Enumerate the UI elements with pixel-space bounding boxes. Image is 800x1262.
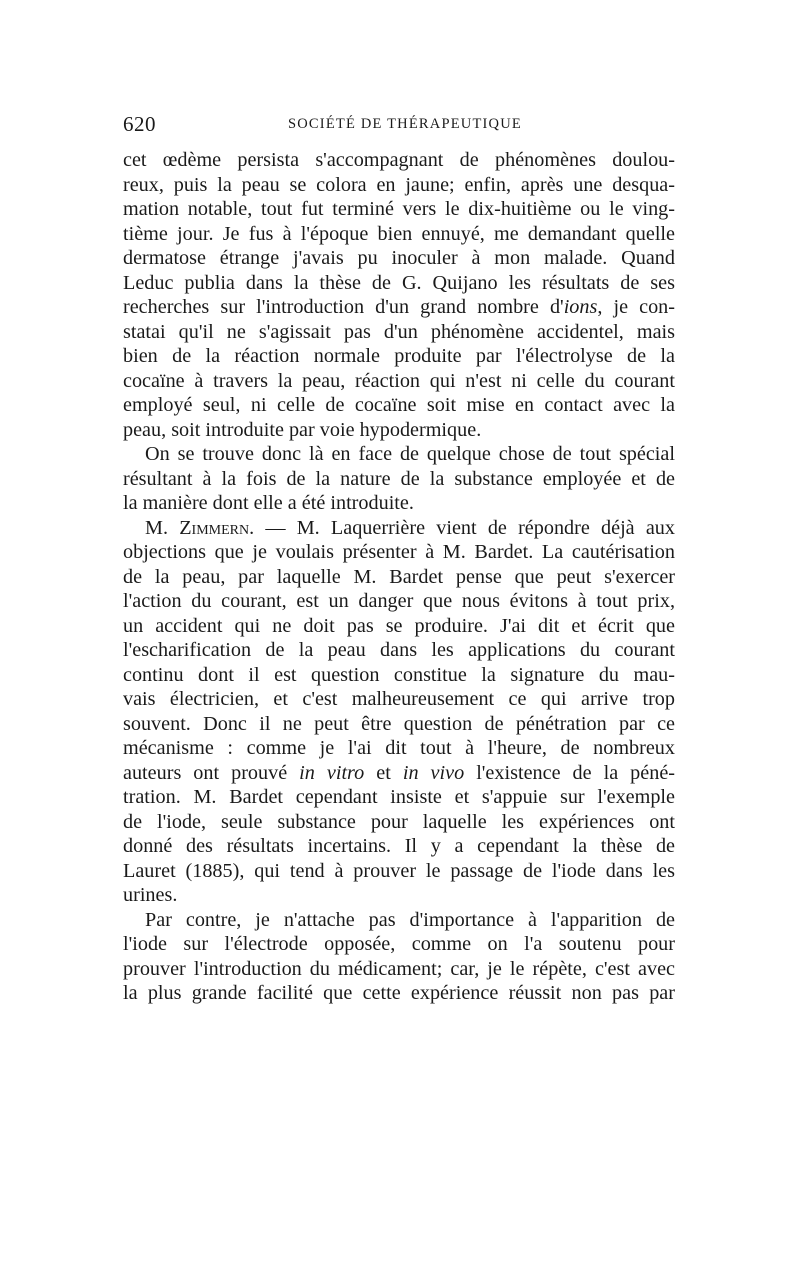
text-segment: auteurs ont prouvé: [123, 761, 300, 784]
text-line: la manière dont elle a été introduite.: [123, 492, 414, 514]
text-line: tration. M. Bardet cependant insiste et s'appuie sur l'exemple: [123, 786, 675, 808]
text-segment: et: [364, 761, 403, 784]
text-line: objections que je voulais présenter à M. Bardet. La cautérisation: [123, 541, 675, 563]
text-line: la plus grande facilité que cette expérience réussit non pas par: [123, 982, 675, 1004]
text-line: mécanisme : comme je l'ai dit tout à l'heure, de nombreux: [123, 737, 675, 759]
text-line: bien de la réaction normale produite par l'électrolyse de la: [123, 345, 675, 367]
text-line: continu dont il est question constitue la signature du mau-: [123, 663, 675, 686]
text-line: dermatose étrange j'avais pu inoculer à mon malade. Quand: [123, 247, 675, 269]
text-line: cet œdème persista s'accompagnant de phénomènes doulou-: [123, 149, 675, 171]
speaker-name: Zimmern: [179, 516, 250, 539]
text-line: Lauret (1885), qui tend à prouver le passage de l'iode dans les: [123, 859, 675, 882]
italic-phrase: in vivo: [402, 761, 465, 784]
body-text: [123, 148, 675, 1006]
text-line: On se trouve donc là en face de quelque chose de tout spécial: [145, 443, 675, 465]
italic-phrase: in vitro: [299, 761, 365, 784]
text-segment: . — M. Laquerrière vient de répondre déjà aux: [249, 516, 675, 539]
text-line: reux, puis la peau se colora en jaune; enfin, après une desqua-: [123, 173, 675, 196]
running-title: SOCIÉTÉ DE THÉRAPEUTIQUE: [288, 116, 522, 132]
text-line: de l'iode, seule substance pour laquelle les expériences ont: [123, 810, 675, 833]
text-segment: l'existence de la péné-: [464, 761, 676, 784]
text-line: [123, 295, 675, 320]
text-line: cocaïne à travers la peau, réaction qui n'est ni celle du courant: [123, 369, 675, 392]
text-line: Leduc publia dans la thèse de G. Quijano les résultats de ses: [123, 271, 675, 294]
text-line: souvent. Donc il ne peut être question de pénétration par ce: [123, 712, 675, 735]
text-line: [123, 516, 675, 541]
text-line: l'action du courant, est un danger que nous évitons à tout prix,: [123, 590, 675, 612]
text-line: urines.: [123, 884, 178, 906]
text-line: Par contre, je n'attache pas d'importance à l'apparition de: [145, 908, 675, 931]
text-segment: recherches sur l'introduction d'un grand nombre d': [123, 296, 564, 318]
book-page: [123, 112, 675, 1006]
text-line: résultant à la fois de la nature de la substance employée et de: [123, 467, 675, 490]
text-line: l'escharification de la peau dans les applications du courant: [123, 639, 675, 661]
page-header: [123, 112, 675, 142]
text-line: un accident qui ne doit pas se produire. J'ai dit et écrit que: [123, 614, 675, 637]
text-line: prouver l'introduction du médicament; car, je le répète, c'est avec: [123, 957, 675, 980]
text-line: peau, soit introduite par voie hypodermique.: [123, 418, 482, 441]
text-line: vais électricien, et c'est malheureusement ce qui arrive trop: [123, 688, 675, 710]
text-line: employé seul, ni celle de cocaïne soit mise en contact avec la: [123, 394, 675, 416]
page-number: 620: [123, 112, 156, 136]
text-line: mation notable, tout fut terminé vers le dix-huitième ou le ving-: [123, 198, 675, 220]
text-line: l'iode sur l'électrode opposée, comme on l'a soutenu pour: [123, 933, 675, 955]
text-line: statai qu'il ne s'agissait pas d'un phénomène accidentel, mais: [123, 320, 675, 343]
text-line: donné des résultats incertains. Il y a cependant la thèse de: [123, 835, 675, 857]
text-line: de la peau, par laquelle M. Bardet pense que peut s'exercer: [123, 565, 675, 588]
italic-word: ions: [563, 296, 598, 318]
text-line: tième jour. Je fus à l'époque bien ennuyé, me demandant quelle: [123, 222, 675, 245]
text-segment: , je con-: [597, 296, 675, 318]
text-line: [123, 761, 675, 786]
text-segment: M.: [145, 516, 180, 539]
